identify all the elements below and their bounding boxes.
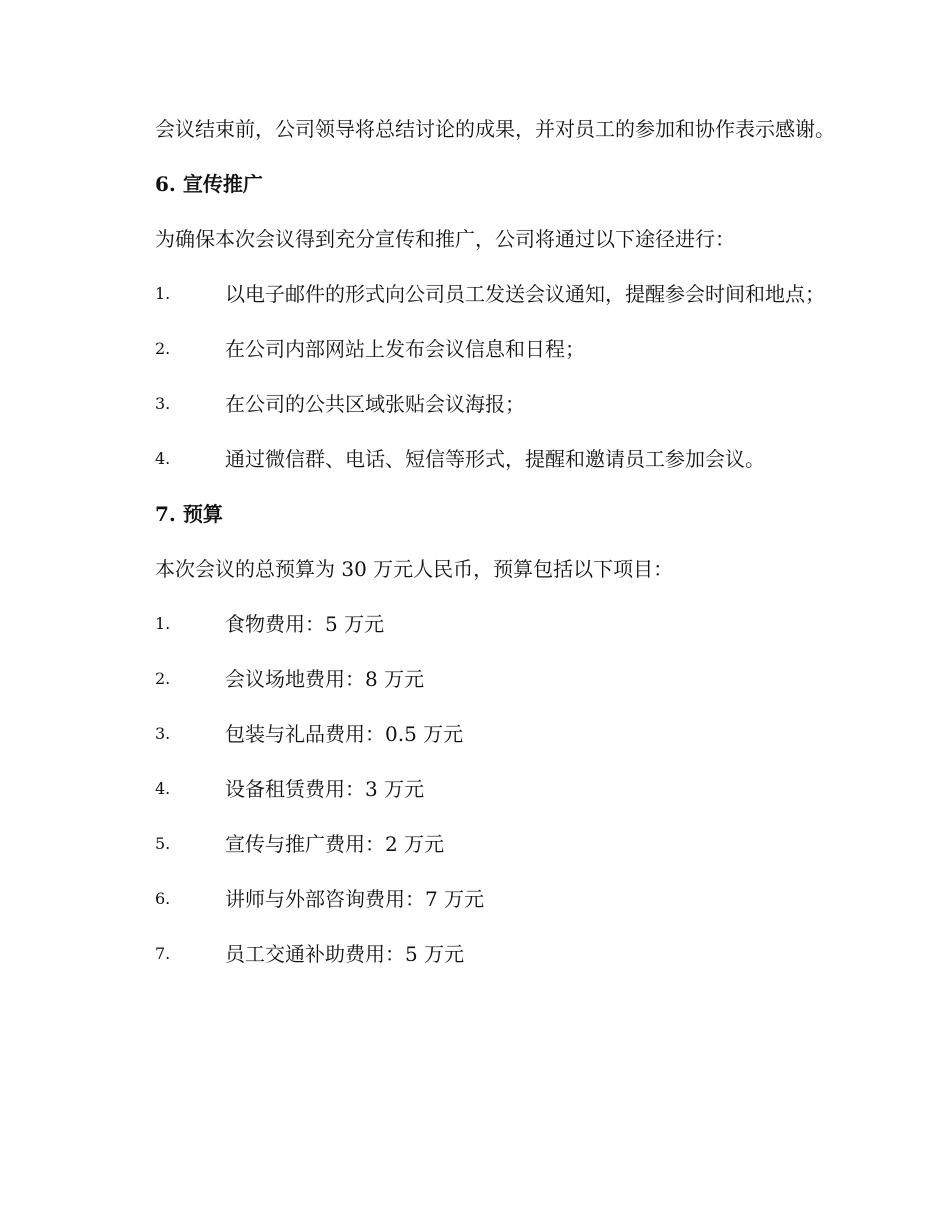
section-6-heading: 6. 宣传推广 (155, 172, 263, 196)
intro-paragraph: 会议结束前，公司领导将总结讨论的成果，并对员工的参加和协作表示感谢。 (155, 117, 835, 141)
list-item (112, 603, 837, 645)
list-text: 食物费用：5 万元 (225, 612, 385, 636)
list-number: 4. (155, 779, 171, 798)
list-text: 设备租赁费用：3 万元 (225, 777, 425, 801)
list-number: 7. (155, 944, 171, 963)
list-number: 4. (155, 449, 171, 468)
list-item (112, 438, 837, 480)
list-number: 2. (155, 339, 171, 358)
list-text: 在公司内部网站上发布会议信息和日程； (225, 337, 585, 361)
list-number: 2. (155, 669, 171, 688)
list-number: 1. (155, 614, 171, 633)
list-item (112, 383, 837, 425)
list-text: 以电子邮件的形式向公司员工发送会议通知，提醒参会时间和地点； (225, 282, 825, 306)
list-text: 会议场地费用：8 万元 (225, 667, 425, 691)
list-item (112, 273, 837, 315)
list-number: 3. (155, 394, 171, 413)
list-item (112, 768, 837, 810)
list-text: 包装与礼品费用：0.5 万元 (225, 722, 464, 746)
section-6-lead: 为确保本次会议得到充分宣传和推广，公司将通过以下途径进行： (155, 227, 735, 251)
list-text: 员工交通补助费用：5 万元 (225, 942, 465, 966)
list-item (112, 933, 837, 975)
list-text: 通过微信群、电话、短信等形式，提醒和邀请员工参加会议。 (225, 447, 765, 471)
list-item (112, 328, 837, 370)
list-number: 6. (155, 889, 171, 908)
list-item (112, 713, 837, 755)
budget-list (112, 603, 837, 975)
section-7-heading: 7. 预算 (155, 502, 223, 526)
section-7-lead: 本次会议的总预算为 30 万元人民币，预算包括以下项目： (155, 557, 674, 581)
list-text: 宣传与推广费用：2 万元 (225, 832, 445, 856)
list-number: 1. (155, 284, 171, 303)
list-number: 5. (155, 834, 171, 853)
list-number: 3. (155, 724, 171, 743)
document-page (112, 108, 837, 975)
list-item (112, 658, 837, 700)
list-item (112, 823, 837, 865)
promotion-list (112, 273, 837, 480)
list-text: 讲师与外部咨询费用：7 万元 (225, 887, 485, 911)
list-text: 在公司的公共区域张贴会议海报； (225, 392, 525, 416)
list-item (112, 878, 837, 920)
